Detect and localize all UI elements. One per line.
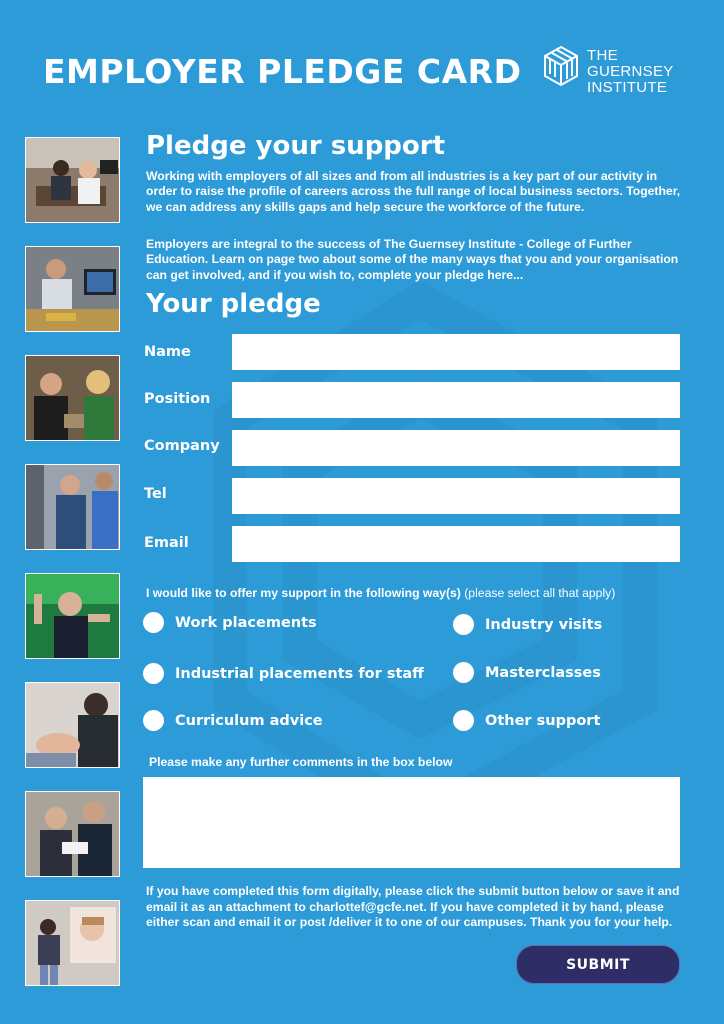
industrial-placements-radio[interactable] [143, 663, 164, 684]
industry-visits-radio[interactable] [453, 614, 474, 635]
your-pledge-heading: Your pledge [146, 289, 321, 319]
engineering-workshop-photo [25, 464, 120, 550]
masterclasses-radio[interactable] [453, 662, 474, 683]
curriculum-advice-radio[interactable] [143, 710, 164, 731]
name-label: Name [144, 344, 191, 360]
institute-cube-icon [541, 44, 581, 88]
logo-line-3: INSTITUTE [587, 79, 668, 96]
support-instructions [146, 586, 615, 600]
students-lab-photo [25, 355, 120, 441]
masterclasses-label: Masterclasses [485, 664, 601, 681]
dental-care-photo [25, 682, 120, 768]
tel-label: Tel [144, 486, 167, 502]
position-label: Position [144, 391, 211, 407]
electronics-workshop-photo [25, 246, 120, 332]
intro-paragraph-1: Working with employers of all sizes and from all industries is a key part of our activity in order to raise the profile of careers across the full range of local business sectors. Together, we can address any skills gaps and help secure the workforce of the future. [146, 169, 681, 214]
other-support-label: Other support [485, 712, 601, 729]
classroom-computers-photo [25, 137, 120, 223]
footer-instructions: If you have completed this form digitally, please click the submit button below or save it and email it as an attachment to charlottef@gcfe.net. If you have completed it by hand, please either scan and email it or post /deliver it to one of our campuses. Thank you for your help. [146, 884, 680, 929]
other-support-radio[interactable] [453, 710, 474, 731]
comments-label: Please make any further comments in the box below [149, 755, 453, 769]
option-industry-visits[interactable] [453, 614, 602, 635]
logo-line-1: THE [587, 47, 618, 64]
option-industrial-placements[interactable] [143, 663, 424, 684]
name-field[interactable] [232, 334, 680, 370]
art-studio-photo [25, 900, 120, 986]
option-work-placements[interactable] [143, 612, 317, 633]
comments-box[interactable] [143, 777, 680, 868]
option-other-support[interactable] [453, 710, 600, 731]
logo-text [587, 48, 674, 96]
email-label: Email [144, 535, 189, 551]
intro-paragraph-2: Employers are integral to the success of The Guernsey Institute - College of Further Education. Learn on page two about some of the many ways that you and your organisation can get involved, and if you wish to, complete your pledge here... [146, 237, 679, 282]
pledge-support-heading: Pledge your support [146, 131, 446, 161]
industry-visits-label: Industry visits [485, 616, 603, 633]
performing-arts-photo [25, 573, 120, 659]
company-field[interactable] [232, 430, 680, 466]
position-field[interactable] [232, 382, 680, 418]
tel-field[interactable] [232, 478, 680, 514]
support-instructions-note: (please select all that apply) [464, 586, 616, 600]
guernsey-institute-logo [541, 44, 691, 100]
logo-line-2: GUERNSEY [587, 63, 674, 80]
option-curriculum-advice[interactable] [143, 710, 323, 731]
work-placements-label: Work placements [175, 614, 317, 631]
page-title: EMPLOYER PLEDGE CARD [43, 52, 522, 91]
email-field[interactable] [232, 526, 680, 562]
curriculum-advice-label: Curriculum advice [175, 712, 323, 729]
support-instructions-bold: I would like to offer my support in the following way(s) [146, 586, 461, 600]
engineering-apprentices-photo [25, 791, 120, 877]
industrial-placements-label: Industrial placements for staff [175, 665, 424, 682]
work-placements-radio[interactable] [143, 612, 164, 633]
submit-button[interactable]: SUBMIT [516, 945, 680, 984]
company-label: Company [144, 438, 220, 454]
option-masterclasses[interactable] [453, 662, 601, 683]
